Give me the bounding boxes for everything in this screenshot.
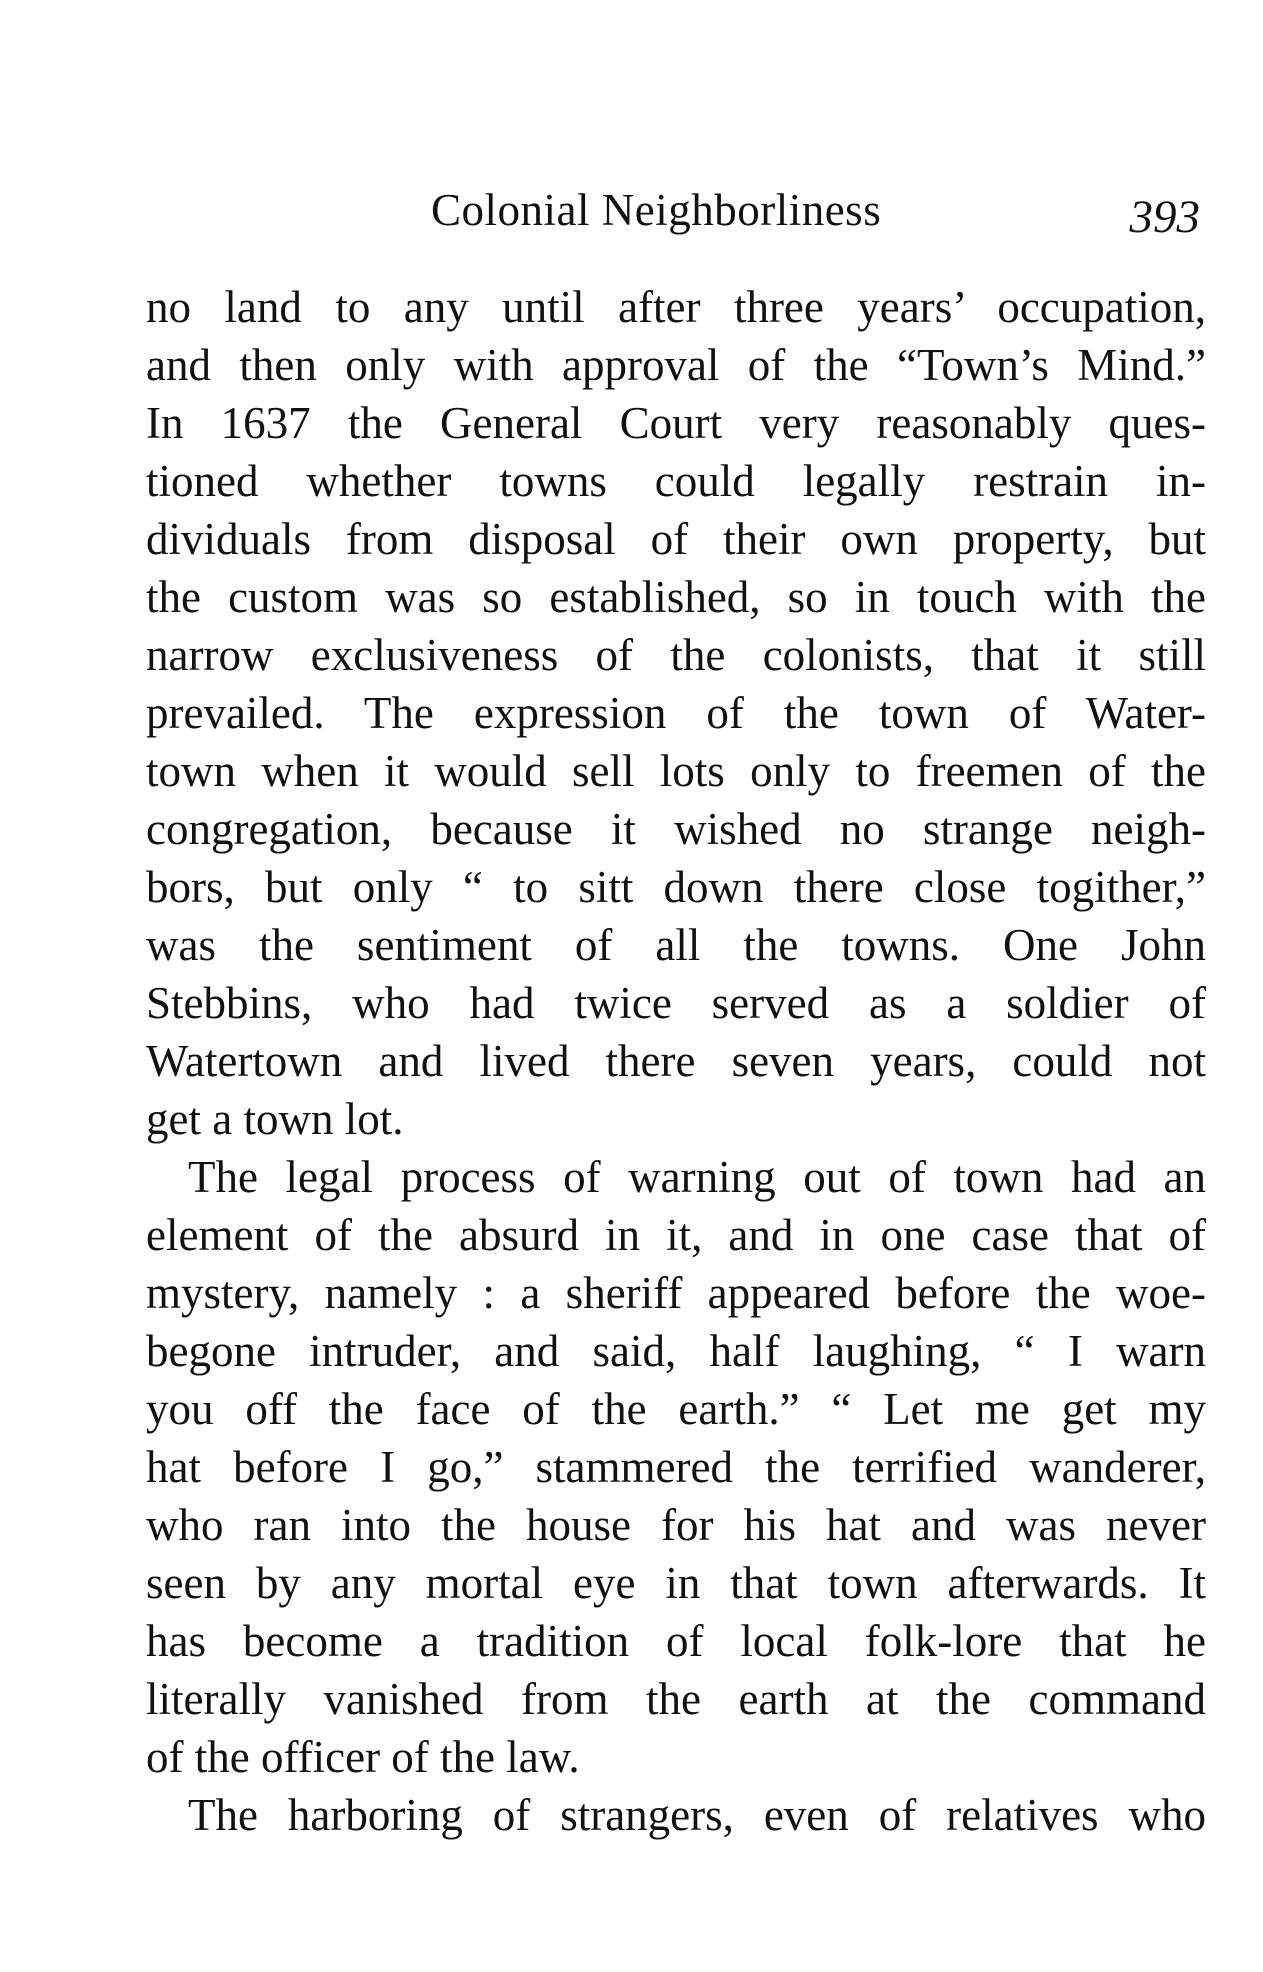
text-line: and then only with approval of the “Town’s Mind.” — [146, 340, 1206, 390]
text-line: In 1637 the General Court very reasonably ques- — [146, 398, 1206, 448]
text-line: was the sentiment of all the towns. One John — [146, 920, 1206, 970]
text-line: Watertown and lived there seven years, could not — [146, 1036, 1206, 1086]
paragraph — [146, 1148, 1206, 1786]
text-line: no land to any until after three years’ occupation, — [146, 282, 1206, 332]
text-line: begone intruder, and said, half laughing, “ I warn — [146, 1326, 1206, 1376]
text-line: narrow exclusiveness of the colonists, that it still — [146, 630, 1206, 680]
text-line: The harboring of strangers, even of relatives who — [188, 1790, 1206, 1840]
text-line: hat before I go,” stammered the terrified wanderer, — [146, 1442, 1206, 1492]
text-line: the custom was so established, so in touch with the — [146, 572, 1206, 622]
body-text — [146, 278, 1206, 1844]
text-line: you off the face of the earth.” “ Let me get my — [146, 1384, 1206, 1434]
text-line: dividuals from disposal of their own property, but — [146, 514, 1206, 564]
text-line: element of the absurd in it, and in one case that of — [146, 1210, 1206, 1260]
text-line: who ran into the house for his hat and was never — [146, 1500, 1206, 1550]
text-line: congregation, because it wished no strange neigh- — [146, 804, 1206, 854]
paragraph — [146, 1786, 1206, 1844]
text-line: Stebbins, who had twice served as a soldier of — [146, 978, 1206, 1028]
text-line: literally vanished from the earth at the command — [146, 1674, 1206, 1724]
running-head — [146, 178, 1206, 248]
text-line: get a town lot. — [146, 1094, 404, 1144]
text-line: bors, but only “ to sitt down there close togither,” — [146, 862, 1206, 912]
text-line: seen by any mortal eye in that town afterwards. It — [146, 1558, 1206, 1608]
text-line: of the officer of the law. — [146, 1732, 580, 1782]
text-line: tioned whether towns could legally restrain in- — [146, 456, 1206, 506]
paragraph — [146, 278, 1206, 1148]
text-line: mystery, namely : a sheriff appeared before the woe- — [146, 1268, 1206, 1318]
text-line: The legal process of warning out of town had an — [188, 1152, 1206, 1202]
text-line: town when it would sell lots only to freemen of the — [146, 746, 1206, 796]
running-title: Colonial Neighborliness — [431, 185, 882, 235]
page-number: 393 — [1129, 191, 1200, 243]
text-line: has become a tradition of local folk-lore that he — [146, 1616, 1206, 1666]
text-line: prevailed. The expression of the town of Water- — [146, 688, 1206, 738]
